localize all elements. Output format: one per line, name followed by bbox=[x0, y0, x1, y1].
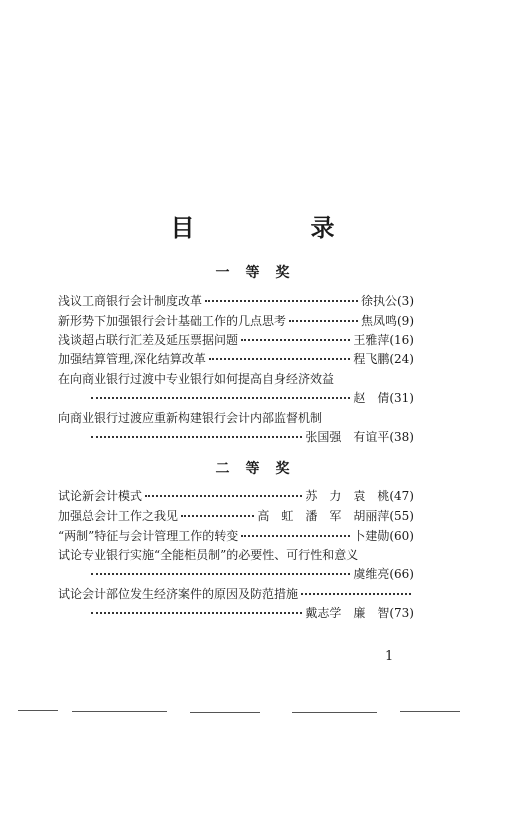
entry-title: 在向商业银行过渡中专业银行如何提高自身经济效益 bbox=[58, 372, 335, 386]
dot-leader bbox=[91, 397, 350, 399]
entry-title: 新形势下加强银行会计基础工作的几点思考 bbox=[58, 314, 287, 328]
entry-author: 苏 力 袁 桃 bbox=[305, 489, 390, 503]
dot-leader bbox=[205, 300, 358, 302]
dot-leader bbox=[289, 320, 358, 322]
dot-leader bbox=[181, 515, 254, 517]
toc-entry-title-line bbox=[58, 409, 414, 427]
toc-entry-continuation bbox=[88, 565, 414, 583]
section-heading-second-prize: 二等奖 bbox=[215, 461, 306, 477]
entry-page: (31) bbox=[389, 391, 414, 405]
entry-title: 试论会计部位发生经济案件的原因及防范措施 bbox=[58, 587, 299, 601]
dot-leader bbox=[209, 358, 351, 360]
entry-title: “两制”特征与会计管理工作的转变 bbox=[58, 529, 239, 543]
toc-entry bbox=[58, 527, 414, 545]
entry-author: 王雅萍 bbox=[353, 333, 390, 347]
toc-entry-continuation bbox=[88, 428, 414, 446]
scan-artifact-line bbox=[18, 710, 58, 711]
toc-entry-continuation bbox=[88, 604, 414, 622]
toc-entry-title-line bbox=[58, 546, 414, 564]
entry-author: 徐执公 bbox=[360, 294, 397, 308]
entry-author: 程飞鹏 bbox=[353, 352, 390, 366]
entry-title: 浅谈超占联行汇差及延压票据问题 bbox=[58, 333, 239, 347]
toc-entry bbox=[58, 292, 414, 310]
entry-page: (47) bbox=[389, 489, 414, 503]
entry-author: 虞维亮 bbox=[353, 567, 390, 581]
toc-title: 目 录 bbox=[170, 214, 381, 242]
page-number: 1 bbox=[385, 649, 394, 664]
toc-entry bbox=[58, 507, 414, 525]
dot-leader bbox=[241, 339, 350, 341]
toc-entry-title-line bbox=[58, 370, 414, 388]
entry-author: 卜建勋 bbox=[353, 529, 390, 543]
dot-leader bbox=[145, 495, 302, 497]
dot-leader bbox=[301, 593, 411, 595]
entry-title: 加强结算管理,深化结算改革 bbox=[58, 352, 206, 366]
dot-leader bbox=[241, 535, 350, 537]
entry-page: (24) bbox=[389, 352, 414, 366]
entry-author: 张国强 有谊平 bbox=[305, 430, 390, 444]
toc-entry bbox=[58, 487, 414, 505]
entry-title: 试论专业银行实施“全能柜员制”的必要性、可行性和意义 bbox=[58, 548, 359, 562]
toc-entry bbox=[58, 331, 414, 349]
scan-artifact-line bbox=[190, 712, 260, 713]
scan-artifact-line bbox=[400, 711, 460, 712]
entry-title: 向商业银行过渡应重新构建银行会计内部监督机制 bbox=[58, 411, 323, 425]
entry-author: 赵 倩 bbox=[353, 391, 390, 405]
toc-entry bbox=[58, 350, 414, 368]
entry-title: 浅议工商银行会计制度改革 bbox=[58, 294, 203, 308]
entry-page: (73) bbox=[389, 606, 414, 620]
entry-author: 焦凤鸣 bbox=[360, 314, 397, 328]
entry-page: (66) bbox=[389, 567, 414, 581]
entry-title: 加强总会计工作之我见 bbox=[58, 509, 179, 523]
scan-artifact-line bbox=[72, 711, 167, 712]
entry-page: (55) bbox=[389, 509, 414, 523]
dot-leader bbox=[91, 612, 302, 614]
toc-entry bbox=[58, 312, 414, 330]
entry-page: (60) bbox=[389, 529, 414, 543]
section-heading-first-prize: 一等奖 bbox=[215, 265, 306, 281]
entry-page: (9) bbox=[397, 314, 414, 328]
scan-artifact-line bbox=[292, 712, 377, 713]
toc-entry-continuation bbox=[88, 389, 414, 407]
entry-page: (38) bbox=[389, 430, 414, 444]
entry-page: (3) bbox=[397, 294, 414, 308]
entry-author: 戴志学 廉 智 bbox=[305, 606, 390, 620]
entry-author: 高 虹 潘 军 胡丽萍 bbox=[257, 509, 390, 523]
toc-entry-title-line bbox=[58, 585, 414, 603]
dot-leader bbox=[91, 436, 302, 438]
entry-title: 试论新会计模式 bbox=[58, 489, 143, 503]
dot-leader bbox=[91, 573, 350, 575]
entry-page: (16) bbox=[389, 333, 414, 347]
